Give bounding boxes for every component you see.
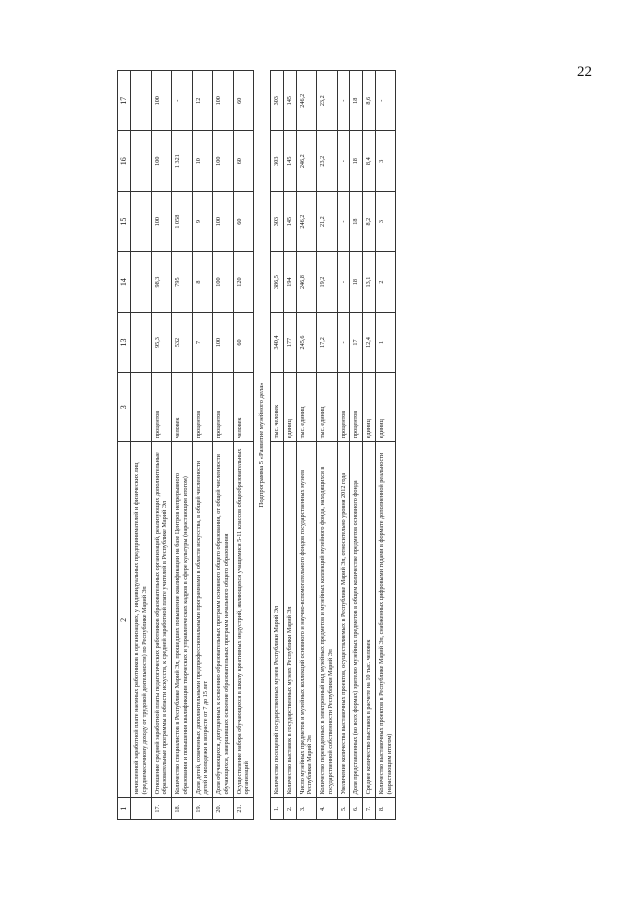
row-name: Число музейных предметов и музейных коллекций основного и научно-вспомогательного фондов государственных музеев Республики Марий Эл: [296, 442, 317, 798]
value-15: 1 058: [172, 191, 193, 251]
row-unit: единиц: [363, 373, 376, 442]
value-15: 60: [233, 191, 254, 251]
row-name: Отношение средней заработной платы педагогических работников образовательных организаций, реализующих дополнительные образовательные программы в области искусств, к средней заработной плате учителей в Республике Марий Эл: [151, 442, 172, 798]
row-number: 7.: [363, 798, 376, 820]
row-number: 2.: [283, 798, 296, 820]
row-unit: человек: [233, 373, 254, 442]
table-row: [337, 71, 350, 820]
row-number: 6.: [350, 798, 363, 820]
value-17: 18: [350, 71, 363, 131]
value-17: -: [172, 71, 193, 131]
value-17: 303: [271, 71, 284, 131]
row-number: 21.: [233, 798, 254, 820]
row-name: Доля детей, охваченных дополнительными предпрофессиональными программами в области искусства, в общей численности детей и молодежи в возрасте от 7 до 15 лет: [192, 442, 213, 798]
value-16: -: [337, 131, 350, 191]
row-name: Увеличение количества выставочных проектов, осуществляемых в Республике Марий Эл, относительно уровня 2012 года: [337, 442, 350, 798]
table-row: [296, 71, 317, 820]
row-number: 8.: [375, 798, 396, 820]
header-cell: 15: [118, 191, 131, 251]
value-15: 246,2: [296, 191, 317, 251]
value-13: 12,4: [363, 312, 376, 372]
value-16: 8,4: [363, 131, 376, 191]
value-14: 19,2: [317, 252, 338, 312]
value-14: 98,3: [151, 252, 172, 312]
value-15: 18: [350, 191, 363, 251]
value-13: 7: [192, 312, 213, 372]
value-16: 1 321: [172, 131, 193, 191]
row-unit: процентов: [151, 373, 172, 442]
row-name: Доля представленных (во всех формах) зрителю музейных предметов в общем количестве предметов основного фонда: [350, 442, 363, 798]
value-13: 17: [350, 312, 363, 372]
value-17: -: [337, 71, 350, 131]
value-14: 386,5: [271, 252, 284, 312]
value-14: -: [337, 252, 350, 312]
row-number: 5.: [337, 798, 350, 820]
row-name: Количество посещений государственных музеев Республики Марий Эл: [271, 442, 284, 798]
row-name: Количество специалистов в Республике Марий Эл, прошедших повышение квалификации на базе Центров непрерывного образования и повышения квалификации творческих и управленческих кадров в сфере культуры (нарастающим итогом): [172, 442, 193, 798]
table-row: [151, 71, 172, 820]
value-15: 303: [271, 191, 284, 251]
value-16: 246,2: [296, 131, 317, 191]
value-14: 8: [192, 252, 213, 312]
row-unit: единиц: [375, 373, 396, 442]
row-unit: процентов: [337, 373, 350, 442]
row-name: Доля обучающихся, допущенных к освоению образовательных программ основного общего образования, от общей численности обучающихся, завершивших освоение образовательных программ начального общего образования: [213, 442, 234, 798]
value-16: 3: [375, 131, 396, 191]
value-13: -: [337, 312, 350, 372]
row-unit: процентов: [350, 373, 363, 442]
value-13: 177: [283, 312, 296, 372]
row-unit: тыс. человек: [271, 373, 284, 442]
value-16: 145: [283, 131, 296, 191]
table-row: [283, 71, 296, 820]
value-13: 95,3: [151, 312, 172, 372]
row-name: Осуществление набора обучающихся в школу креативных индустрий, являющихся учащимися 5-11 классов общеобразовательных организаций: [233, 442, 254, 798]
value-13: 60: [233, 312, 254, 372]
value-14: 194: [283, 252, 296, 312]
row-unit: тыс. единиц: [296, 373, 317, 442]
header-cell: 3: [118, 373, 131, 442]
value-17: 246,2: [296, 71, 317, 131]
subprogram-row: [254, 71, 271, 820]
table-row: [271, 71, 284, 820]
value-17: 23,2: [317, 71, 338, 131]
value-13: 245,6: [296, 312, 317, 372]
row-number: 19.: [192, 798, 213, 820]
header-cell: 17: [118, 71, 131, 131]
row-number: 1.: [271, 798, 284, 820]
table-row: [213, 71, 234, 820]
row-unit: человек: [172, 373, 193, 442]
row-number: 4.: [317, 798, 338, 820]
value-13: 17,2: [317, 312, 338, 372]
table-row: [172, 71, 193, 820]
header-cell: 13: [118, 312, 131, 372]
value-16: 100: [151, 131, 172, 191]
value-15: 8,2: [363, 191, 376, 251]
table-row: [233, 71, 254, 820]
value-13: 100: [213, 312, 234, 372]
header-cell: 1: [118, 798, 131, 820]
value-17: -: [375, 71, 396, 131]
value-14: 13,1: [363, 252, 376, 312]
row-name: Количество выставок в государственных музеях Республики Марий Эл: [283, 442, 296, 798]
value-14: 246,8: [296, 252, 317, 312]
value-13: 340,4: [271, 312, 284, 372]
page-number: 22: [577, 64, 592, 80]
value-16: 303: [271, 131, 284, 191]
row-unit: единиц: [283, 373, 296, 442]
row-unit: тыс. единиц: [317, 373, 338, 442]
rotated-table-container: [117, 70, 587, 820]
indicators-table: [117, 70, 396, 820]
value-17: 12: [192, 71, 213, 131]
row-number: 17.: [151, 798, 172, 820]
table-row: [317, 71, 338, 820]
value-17: 8,6: [363, 71, 376, 131]
value-15: 9: [192, 191, 213, 251]
value-16: 10: [192, 131, 213, 191]
value-16: 23,2: [317, 131, 338, 191]
value-13: 532: [172, 312, 193, 372]
value-15: 21,2: [317, 191, 338, 251]
table-row: [350, 71, 363, 820]
value-14: 795: [172, 252, 193, 312]
row-unit: процентов: [213, 373, 234, 442]
value-15: 100: [151, 191, 172, 251]
header-cell: 14: [118, 252, 131, 312]
value-17: 100: [213, 71, 234, 131]
value-14: 120: [233, 252, 254, 312]
row-number: 20.: [213, 798, 234, 820]
value-13: 1: [375, 312, 396, 372]
value-15: 100: [213, 191, 234, 251]
value-17: 100: [151, 71, 172, 131]
row-name: Среднее количество выставок в расчете на 10 тыс. человек: [363, 442, 376, 798]
table-row: [375, 71, 396, 820]
table-row: [363, 71, 376, 820]
value-15: 3: [375, 191, 396, 251]
row-name: Количество переведенных в электронный вид музейных предметов и музейных коллекций музейного фонда, находящихся в государственной собственности Республики Марий Эл: [317, 442, 338, 798]
value-16: 100: [213, 131, 234, 191]
header-cell: 16: [118, 131, 131, 191]
row-name: Количество выставочных проектов в Республике Марий Эл, снабженных цифровыми гидами в формате дополненной реальности (нарастающим итогом): [375, 442, 396, 798]
header-row: [118, 71, 131, 820]
table-row: [192, 71, 213, 820]
value-17: 145: [283, 71, 296, 131]
value-16: 60: [233, 131, 254, 191]
value-14: 100: [213, 252, 234, 312]
row-number: 3.: [296, 798, 317, 820]
continuation-text: начисленной заработной плате наемных работников в организациях, у индивидуальных предпринимателей и физических лиц (среднемесячному доходу от трудовой деятельности) по Республике Марий Эл: [131, 442, 152, 798]
value-14: 18: [350, 252, 363, 312]
value-14: 2: [375, 252, 396, 312]
row-number: 18.: [172, 798, 193, 820]
row-unit: процентов: [192, 373, 213, 442]
value-17: 60: [233, 71, 254, 131]
continuation-row: [131, 71, 152, 820]
header-cell: 2: [118, 442, 131, 798]
value-16: 18: [350, 131, 363, 191]
subprogram-title: Подпрограмма 5 «Развитие музейного дела»: [254, 71, 271, 820]
value-15: -: [337, 191, 350, 251]
value-15: 145: [283, 191, 296, 251]
